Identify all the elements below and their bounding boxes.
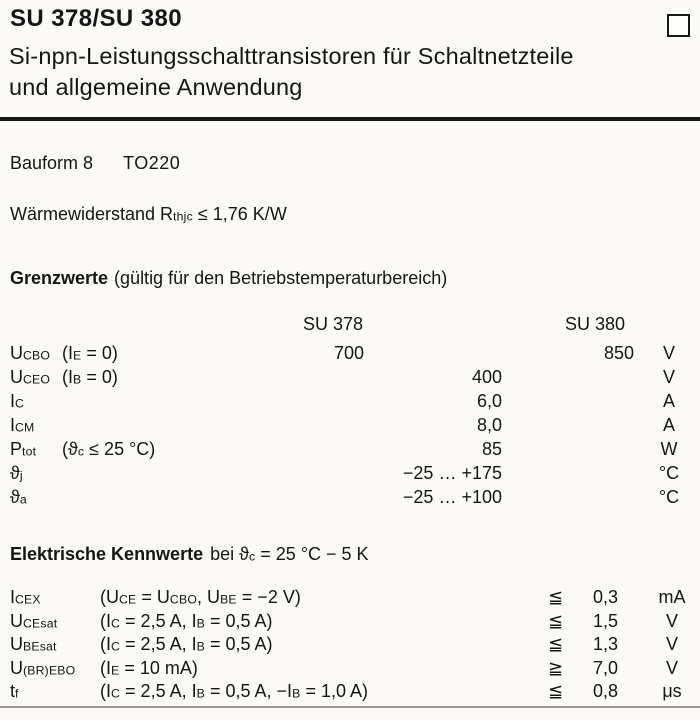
unit: V [665,657,678,678]
parameter-symbol: UBEsat [10,634,57,654]
parameter-condition: (ϑc ≤ 25 °C) [62,439,156,459]
column-header-su378: SU 378 [302,314,364,334]
page-subtitle [9,41,574,103]
parameter-condition: (IC = 2,5 A, IB = 0,5 A) [100,610,273,631]
limit-value: 1,5 [592,610,618,631]
parameter-symbol: ϑj [10,463,23,483]
parameter-symbol: Ptot [10,439,37,459]
package-label: Bauform 8 [10,153,94,173]
table-row [0,587,700,611]
table-row [0,343,700,367]
limits-heading-rest: (gültig für den Betriebstemperaturbereich) [114,268,448,288]
parameter-symbol: IC [10,391,25,411]
unit: V [665,610,678,631]
value-common: 85 [481,439,502,459]
unit: W [660,439,678,459]
unit: μs [662,681,682,701]
limit-value: 1,3 [592,634,618,654]
limit-relation: ≦ [548,587,564,607]
limit-value: 7,0 [592,657,618,678]
value-common: −25 … +175 [402,463,502,483]
value-common: 6,0 [476,391,502,411]
parameter-condition: (IE = 0) [62,343,118,363]
table-row [0,439,700,463]
table-row [0,463,700,487]
limits-table [0,343,700,511]
unit: A [662,415,675,435]
limits-heading [10,268,447,289]
characteristics-heading-rest: bei ϑc = 25 °C − 5 K [210,544,369,564]
value-common: 8,0 [476,415,502,435]
parameter-condition: (UCE = UCBO, UBE = −2 V) [100,587,301,607]
parameter-symbol: ICM [10,415,35,435]
limit-value: 0,3 [592,587,618,607]
parameter-symbol: ICEX [10,587,41,607]
limit-value: 0,8 [592,681,618,701]
header-divider [0,117,700,121]
characteristics-table [0,587,700,705]
parameter-symbol: UCBO [10,343,51,363]
unit: V [665,634,678,654]
parameter-condition: (IE = 10 mA) [100,657,198,678]
subtitle-line-1: Si-npn-Leistungsschalttransistoren für Schaltnetzteile [9,43,574,69]
limit-relation: ≦ [548,681,564,701]
limit-relation: ≦ [548,634,564,654]
footer-divider [0,706,700,708]
parameter-condition: (IC = 2,5 A, IB = 0,5 A) [100,634,273,654]
value-su380: 850 [603,343,634,363]
unit: A [662,391,675,411]
parameter-symbol: tf [10,681,19,701]
parameter-symbol: UCEsat [10,610,58,631]
characteristics-heading [10,544,369,565]
column-header-su380: SU 380 [564,314,626,334]
table-row [0,634,700,658]
table-row [0,611,700,635]
value-common: 400 [471,367,502,387]
value-common: −25 … +100 [402,487,502,507]
table-row [0,658,700,682]
limit-relation: ≦ [548,610,564,631]
subtitle-line-2: und allgemeine Anwendung [9,74,303,100]
package-value: TO220 [123,153,181,173]
parameter-condition: (IC = 2,5 A, IB = 0,5 A, −IB = 1,0 A) [100,681,368,701]
limits-heading-bold: Grenzwerte [10,268,109,288]
characteristics-heading-bold: Elektrische Kennwerte [10,544,204,564]
parameter-condition: (IB = 0) [62,367,118,387]
parameter-symbol: ϑa [10,487,27,507]
table-row [0,391,700,415]
table-row [0,487,700,511]
unit: mA [658,587,686,607]
unit: °C [658,487,680,507]
parameter-symbol: U(BR)EBO [10,657,76,678]
value-su378: 700 [333,343,364,363]
unit: V [662,343,675,363]
table-row [0,681,700,705]
table-row [0,415,700,439]
table-row [0,367,700,391]
limit-relation: ≧ [548,657,564,678]
parameter-symbol: UCEO [10,367,51,387]
unit: V [662,367,675,387]
page-title: SU 378/SU 380 [10,5,182,32]
package-line [10,153,180,174]
unit: °C [658,463,680,483]
square-outline-icon [667,14,690,37]
thermal-resistance-line: Wärmewiderstand Rthjc ≤ 1,76 K/W [10,204,287,224]
